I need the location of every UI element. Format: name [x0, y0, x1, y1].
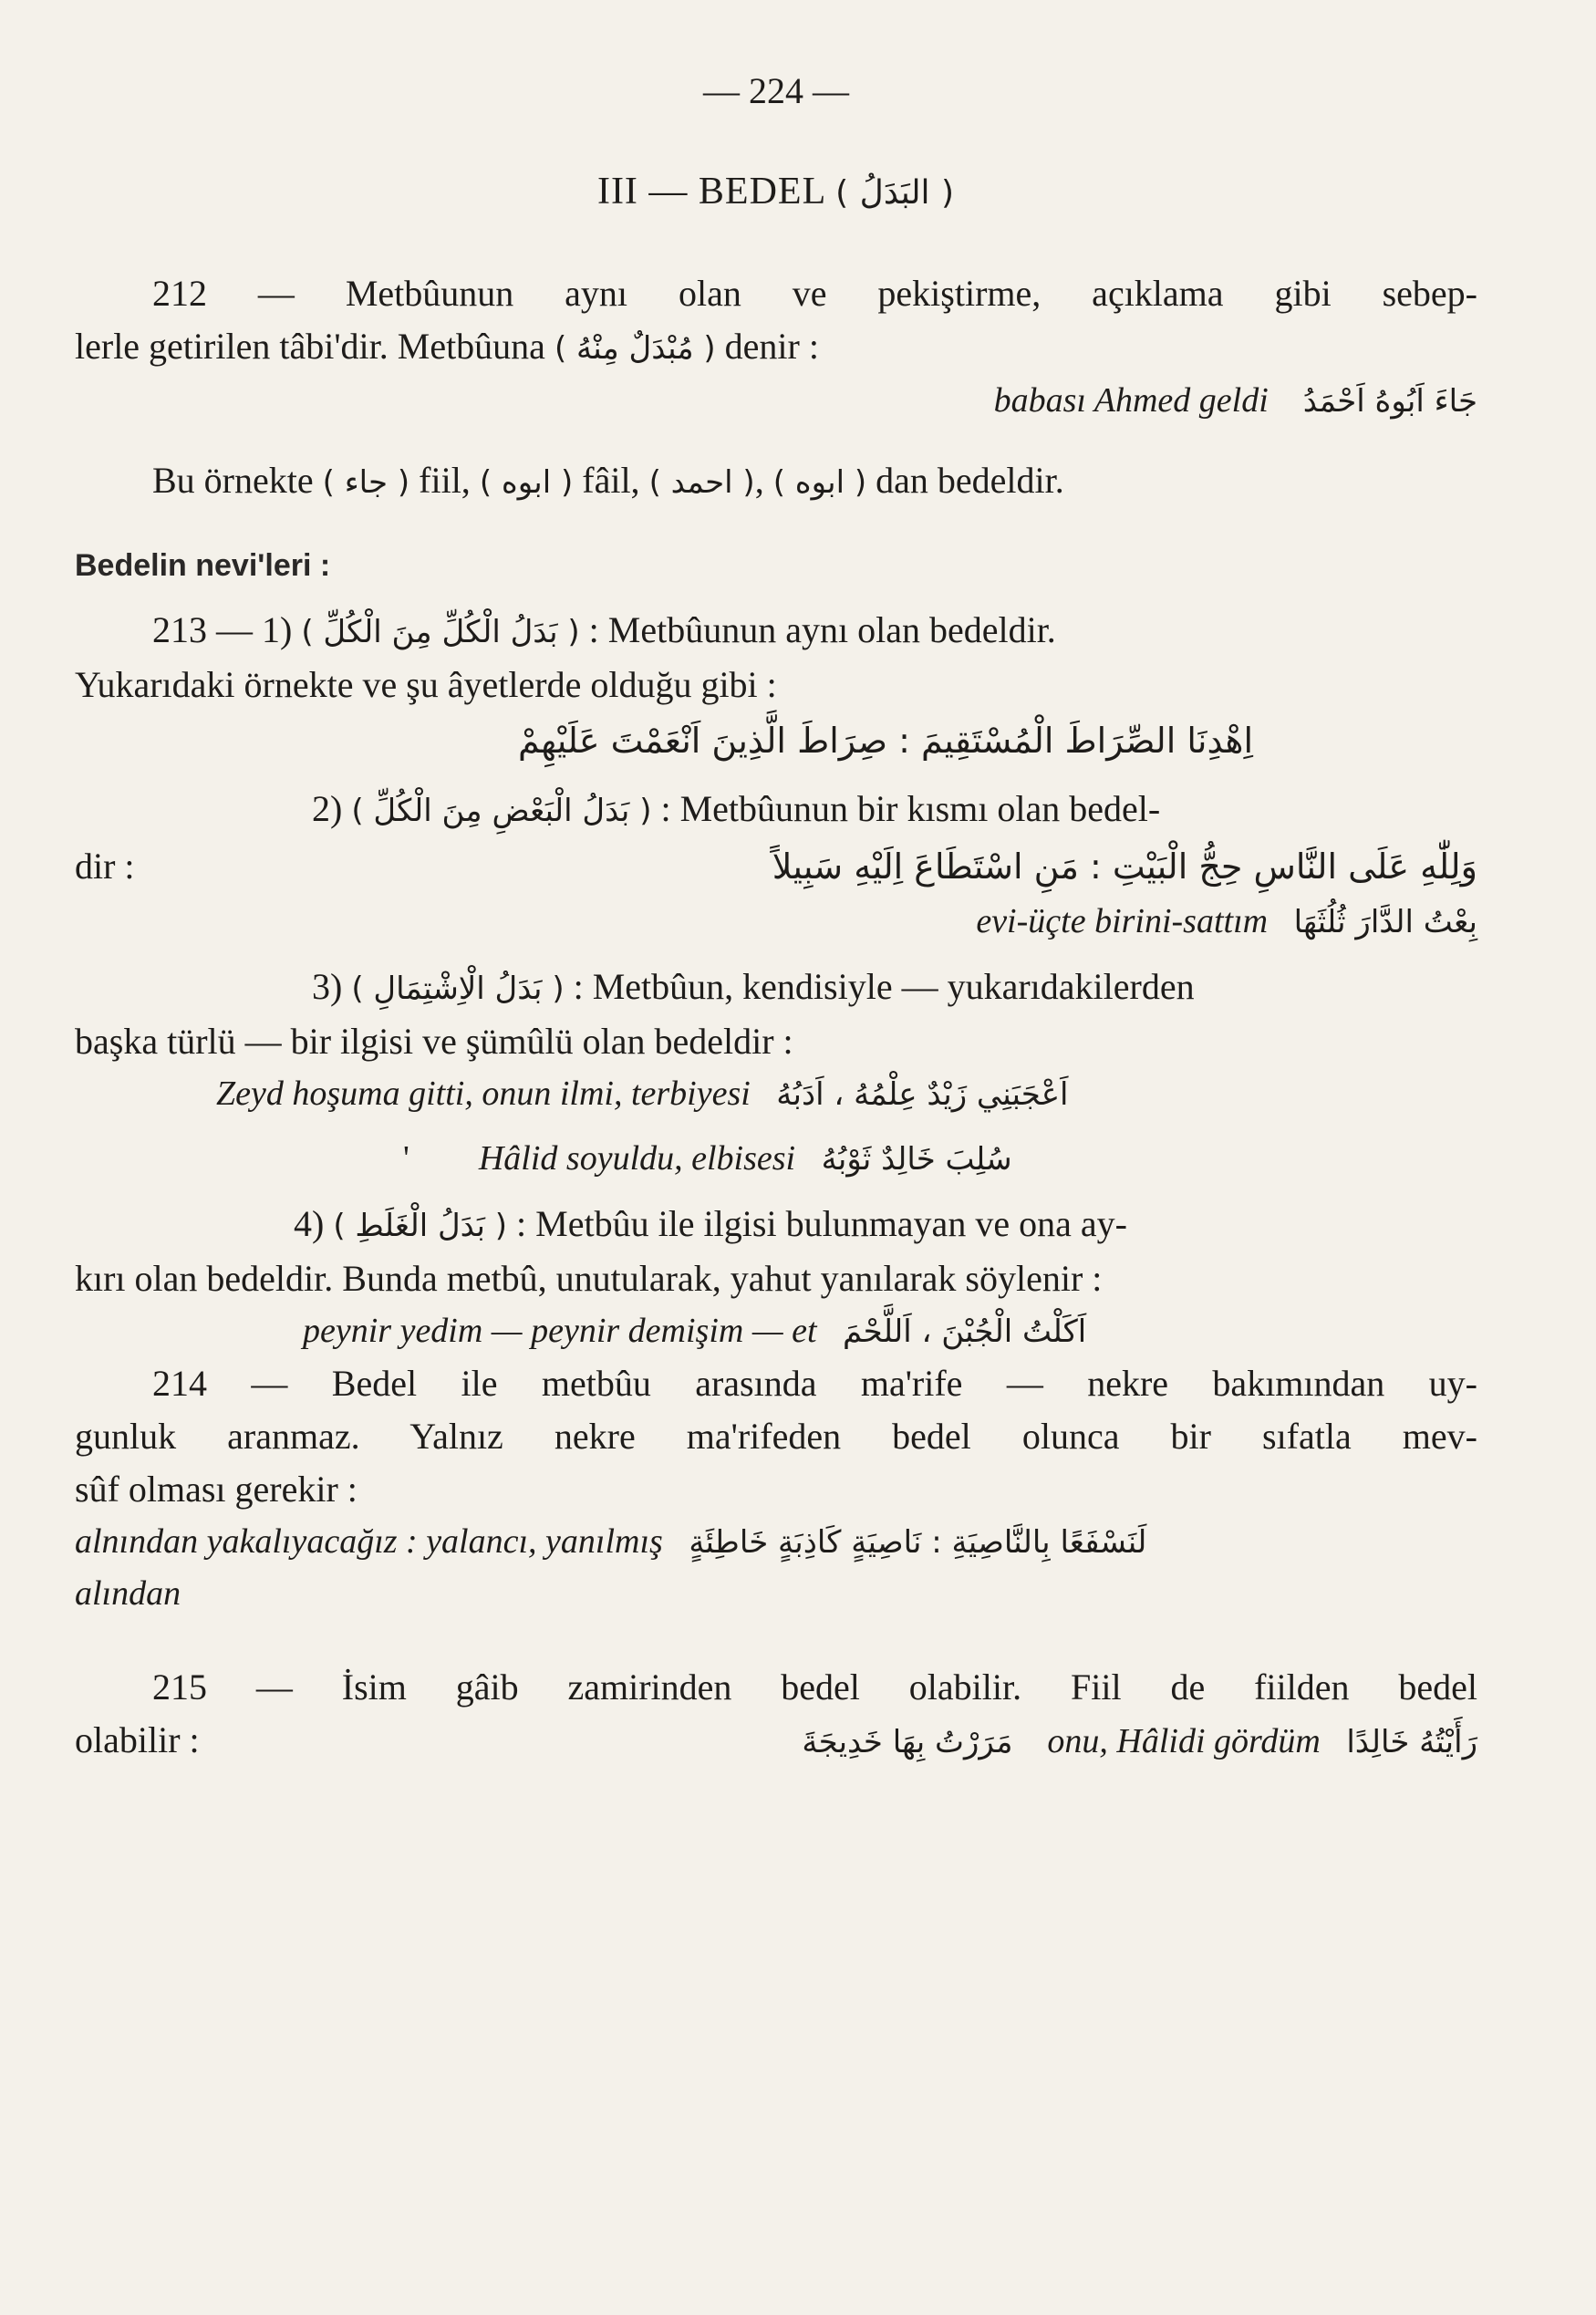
example-arabic: رَأَيْتُهُ خَالِدًا	[1346, 1724, 1477, 1760]
section-title	[75, 160, 1477, 225]
text: 3)	[312, 966, 343, 1007]
text: 2)	[312, 788, 343, 829]
p214-line-1: 214 — Bedel ile metbûu arasında ma'rife — nekre bakımından uy-	[152, 1363, 1477, 1404]
item-4-line-2: kırı olan bedeldir. Bunda metbû, unutularak, yahut yanılarak söylenir :	[75, 1258, 1103, 1299]
p215-line-1: 215 — İsim gâib zamirinden bedel olabilir. Fiil de fiilden bedel	[152, 1666, 1477, 1708]
section-title-latin: III — BEDEL	[596, 171, 825, 213]
example-translation: onu, Hâlidi gördüm	[1047, 1722, 1321, 1760]
text: dir :	[75, 846, 135, 887]
text: fâil,	[582, 460, 640, 501]
p212-line-2	[75, 320, 1477, 375]
arabic-word: ( ابوه )	[772, 464, 867, 501]
example-arabic: اَعْجَبَنِي زَيْدٌ عِلْمُهُ ، اَدَبُهُ	[776, 1076, 1069, 1113]
p214-example-cont: alından	[75, 1574, 181, 1613]
example-translation: evi-üçte birini-sattım	[976, 902, 1269, 940]
text: : Metbûun, kendisiyle — yukarıdakilerden	[573, 966, 1195, 1007]
example-arabic: بِعْتُ الدَّارَ ثُلُثَهَا	[1293, 904, 1477, 940]
text: : Metbûu ile ilgisi bulunmayan ve ona ay-	[516, 1203, 1127, 1244]
item-2-verse-row	[75, 837, 1477, 896]
p212-arabic-term: ( مُبْدَلٌ مِنْهُ )	[554, 330, 716, 367]
item-4-example	[75, 1305, 1477, 1357]
verse-1: اِهْدِنَا الصِّرَاطَ الْمُسْتَقِيمَ : صِرَاطَ الَّذِينَ اَنْعَمْتَ عَلَيْهِمْ	[517, 721, 1254, 761]
p212-explanation	[75, 454, 1477, 509]
arabic-word: ( احمد )	[648, 464, 755, 501]
text: 4)	[294, 1203, 325, 1244]
item-3-example-b	[75, 1133, 1477, 1185]
p215-line-2	[75, 1714, 1477, 1768]
page-number: — 224 —	[703, 70, 849, 111]
paragraph-214	[75, 1357, 1477, 1619]
text: : Metbûunun bir kısmı olan bedel-	[660, 788, 1161, 829]
arabic-term: ( بَدَلُ الْبَعْضِ مِنَ الْكُلِّ )	[351, 793, 652, 829]
example-translation: Hâlid soyuldu, elbisesi	[478, 1139, 796, 1178]
p212-text: lerle getirilen tâbi'dir. Metbûuna	[75, 326, 545, 367]
text: ,	[754, 460, 764, 501]
p214-example	[75, 1516, 1477, 1568]
p213-line-2: Yukarıdaki örnekte ve şu âyetlerde olduğu gibi :	[75, 664, 777, 705]
example-translation: Zeyd hoşuma gitti, onun ilmi, terbiyesi	[216, 1074, 751, 1113]
example-arabic: سُلِبَ خَالِدٌ ثَوْبُهُ	[821, 1141, 1012, 1178]
item-3	[75, 960, 1477, 1015]
paragraph-213	[75, 604, 1477, 1357]
text: olabilir :	[75, 1719, 200, 1760]
p215-examples	[802, 1716, 1477, 1768]
subheading: Bedelin nevi'leri :	[75, 548, 331, 583]
section-title-arabic: ( البَدَلُ )	[835, 174, 956, 212]
example-arabic: جَاءَ اَبُوهُ اَحْمَدُ	[1302, 383, 1477, 420]
paragraph-212	[75, 267, 1477, 509]
p212-example	[75, 375, 1477, 427]
text: '	[403, 1139, 409, 1178]
example-translation: peynir yedim — peynir demişim — et	[303, 1312, 817, 1350]
example-translation: alnından yakalıyacağız : yalancı, yanılmış	[75, 1522, 663, 1561]
p214-line-2: gunluk aranmaz. Yalnız nekre ma'rifeden bedel olunca bir sıfatla mev-	[75, 1416, 1477, 1457]
example-translation: babası Ahmed geldi	[993, 381, 1269, 420]
p212-text-end: denir :	[724, 326, 819, 367]
arabic-term: ( بَدَلُ الْاِشْتِمَالِ )	[351, 971, 565, 1007]
text: dan bedeldir.	[876, 460, 1064, 501]
text: : Metbûunun aynı olan bedeldir.	[588, 609, 1056, 650]
item-3-example-a	[75, 1068, 1477, 1120]
verse-2: وَلِلّٰهِ عَلَى النَّاسِ حِجُّ الْبَيْتِ : مَنِ اسْتَطَاعَ اِلَيْهِ سَبِيلاً	[772, 846, 1477, 887]
paragraph-215	[75, 1661, 1477, 1768]
arabic-term: ( بَدَلُ الْغَلَطِ )	[333, 1208, 508, 1244]
text: 213 — 1)	[152, 609, 293, 650]
arabic-term: ( بَدَلُ الْكُلِّ مِنَ الْكُلِّ )	[301, 614, 580, 650]
item-2-example	[75, 896, 1477, 948]
text: fiil,	[419, 460, 471, 501]
item-4	[75, 1198, 1477, 1252]
p213-line-1	[75, 604, 1477, 659]
p212-line-1: 212 — Metbûunun aynı olan ve pekiştirme, açıklama gibi sebep-	[152, 273, 1477, 314]
text: Bu örnekte	[152, 460, 314, 501]
example-arabic: لَنَسْفَعًا بِالنَّاصِيَةِ : نَاصِيَةٍ كَاذِبَةٍ خَاطِئَةٍ	[689, 1524, 1147, 1561]
example-arabic: اَكَلْتُ الْجُبْنَ ، اَللَّحْمَ	[843, 1313, 1087, 1350]
item-2	[75, 783, 1477, 837]
item-3-line-2: başka türlü — bir ilgisi ve şümûlü olan bedeldir :	[75, 1021, 793, 1062]
p214-line-3: sûf olması gerekir :	[75, 1469, 358, 1510]
arabic-word: ( جاء )	[322, 464, 410, 501]
arabic-word: ( ابوه )	[479, 464, 574, 501]
example-arabic: مَرَرْتُ بِهَا خَدِيجَةَ	[802, 1724, 1013, 1760]
